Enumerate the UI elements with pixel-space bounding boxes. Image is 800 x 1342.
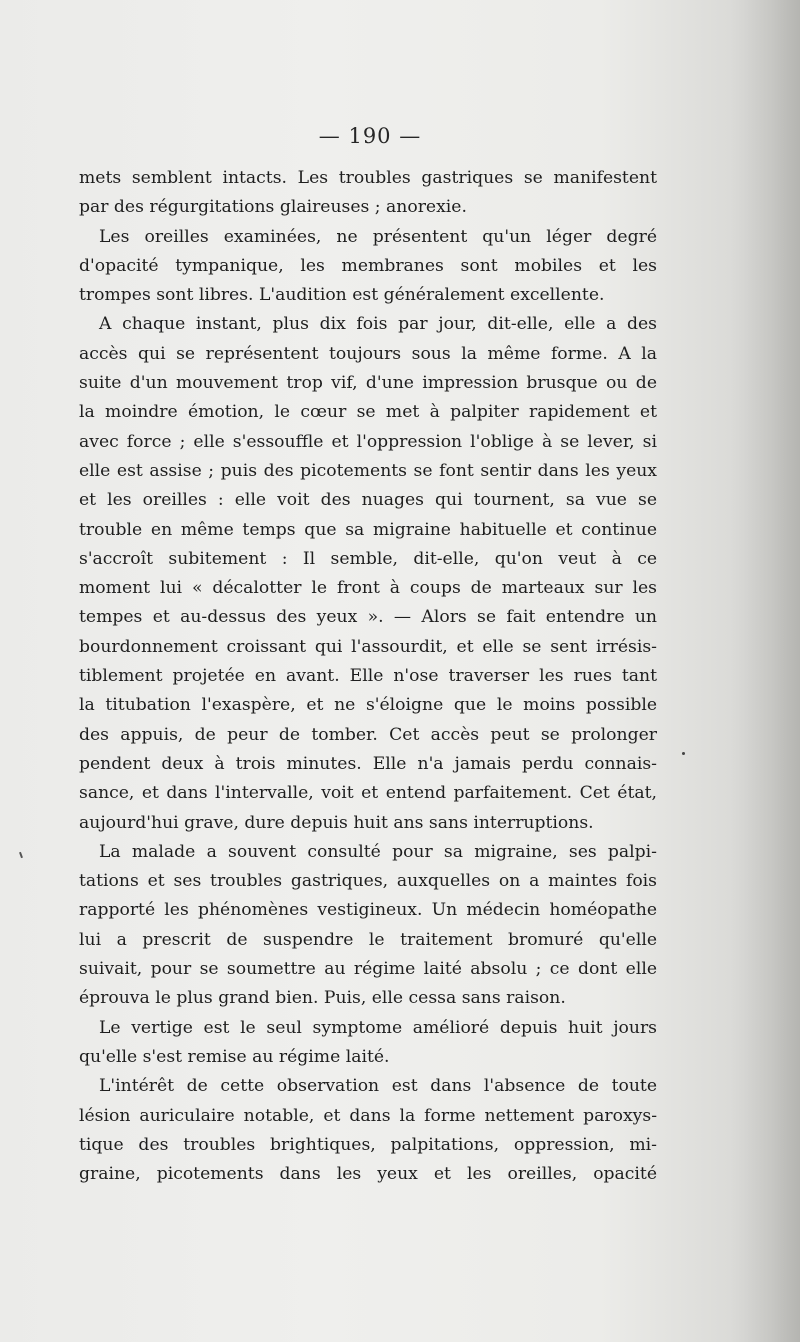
text-line: tempes et au-dessus des yeux ». — Alors se fait entendre un bbox=[79, 607, 657, 628]
text-line: la moindre émotion, le cœur se met à palpiter rapidement et bbox=[79, 402, 657, 423]
text-line: accès qui se représentent toujours sous la même forme. A la bbox=[79, 343, 657, 364]
page-edge-shadow bbox=[730, 0, 800, 1342]
text-line: des appuis, de peur de tomber. Cet accès peut se prolonger bbox=[79, 724, 657, 745]
text-line: L'intérêt de cette observation est dans l'absence de toute bbox=[99, 1076, 657, 1097]
text-line: trouble en même temps que sa migraine habituelle et continue bbox=[79, 519, 657, 540]
text-line: Les oreilles examinées, ne présentent qu'un léger degré bbox=[99, 226, 657, 247]
text-line: avec force ; elle s'essouffle et l'oppression l'oblige à se lever, si bbox=[79, 431, 657, 452]
text-line: sance, et dans l'intervalle, voit et entend parfaitement. Cet état, bbox=[79, 783, 657, 804]
text-line: et les oreilles : elle voit des nuages qui tournent, sa vue se bbox=[79, 490, 657, 511]
text-line: pendent deux à trois minutes. Elle n'a jamais perdu connais- bbox=[79, 753, 657, 774]
body-text bbox=[79, 164, 657, 1189]
text-line: tiblement projetée en avant. Elle n'ose traverser les rues tant bbox=[79, 666, 657, 687]
text-line: mets semblent intacts. Les troubles gastriques se manifestent bbox=[79, 168, 657, 188]
ink-speck bbox=[19, 852, 23, 858]
text-line: suivait, pour se soumettre au régime laité absolu ; ce dont elle bbox=[79, 959, 657, 980]
page-number: — 190 — bbox=[318, 124, 422, 148]
text-line: rapporté les phénomènes vestigineux. Un médecin homéopathe bbox=[79, 900, 657, 921]
text-line: elle est assise ; puis des picotements se font sentir dans les yeux bbox=[79, 460, 657, 481]
text-line: tique des troubles brightiques, palpitations, oppression, mi- bbox=[79, 1134, 657, 1155]
text-line: moment lui « décalotter le front à coups de marteaux sur les bbox=[79, 578, 657, 599]
text-line: la titubation l'exaspère, et ne s'éloigne que le moins possible bbox=[79, 695, 657, 716]
text-line: aujourd'hui grave, dure depuis huit ans sans interruptions. bbox=[79, 812, 594, 833]
text-line: lui a prescrit de suspendre le traitement bromuré qu'elle bbox=[79, 929, 657, 950]
text-line: bourdonnement croissant qui l'assourdit, et elle se sent irrésis- bbox=[79, 636, 657, 657]
text-line: A chaque instant, plus dix fois par jour, dit-elle, elle a des bbox=[99, 314, 657, 335]
ink-dot bbox=[682, 752, 685, 755]
text-line: Le vertige est le seul symptome amélioré depuis huit jours bbox=[99, 1017, 657, 1038]
text-line: par des régurgitations glaireuses ; anorexie. bbox=[79, 197, 467, 218]
text-line: tations et ses troubles gastriques, auxquelles on a maintes fois bbox=[79, 871, 657, 892]
text-line: trompes sont libres. L'audition est généralement excellente. bbox=[79, 285, 605, 306]
text-line: graine, picotements dans les yeux et les oreilles, opacité bbox=[79, 1164, 657, 1185]
text-line: lésion auriculaire notable, et dans la forme nettement paroxys- bbox=[79, 1105, 657, 1126]
text-line: La malade a souvent consulté pour sa migraine, ses palpi- bbox=[99, 841, 657, 862]
text-line: qu'elle s'est remise au régime laité. bbox=[79, 1046, 390, 1067]
text-line: s'accroît subitement : Il semble, dit-elle, qu'on veut à ce bbox=[79, 548, 657, 569]
text-line: d'opacité tympanique, les membranes sont mobiles et les bbox=[79, 255, 657, 276]
text-line: suite d'un mouvement trop vif, d'une impression brusque ou de bbox=[79, 373, 657, 394]
text-line: éprouva le plus grand bien. Puis, elle cessa sans raison. bbox=[79, 988, 566, 1009]
